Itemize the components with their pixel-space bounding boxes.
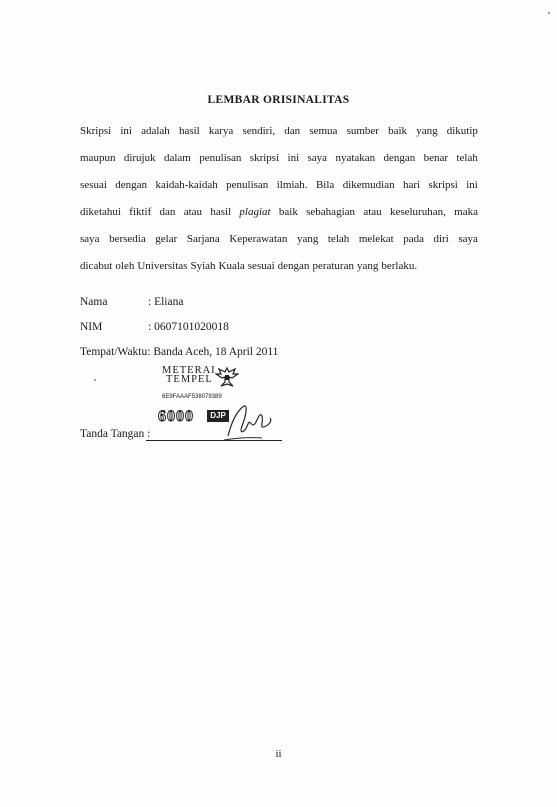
scan-speck [548, 12, 550, 14]
paragraph-word: saya [80, 233, 100, 245]
paragraph-word: fiktif [129, 206, 152, 218]
nama-label: Nama [80, 296, 108, 308]
nim-label: NIM [80, 321, 103, 333]
paragraph-word: yang [416, 125, 438, 137]
paragraph-word: telah [456, 152, 478, 164]
paragraph-line [80, 151, 478, 178]
paragraph-word: nyatakan [335, 152, 376, 164]
stamp-value: 6000 [158, 408, 194, 425]
paragraph-word: oleh [115, 260, 135, 272]
paragraph-word: pada [403, 233, 424, 245]
paragraph-word: ilmiah. [276, 179, 308, 191]
nama-field [80, 296, 183, 308]
signature-line [146, 440, 282, 441]
paragraph-word: maupun [80, 152, 116, 164]
statement-paragraph [80, 124, 478, 286]
paragraph-word: sesuai [80, 179, 107, 191]
stamp-tempel-text: TEMPEL [166, 374, 213, 385]
paragraph-word: plagiat [239, 206, 271, 218]
paragraph-word: baik [388, 125, 408, 137]
paragraph-word: Bila [315, 179, 335, 191]
paragraph-word: dengan [115, 179, 148, 191]
stamp-serial-code: 6E9FAAAF538079389 [162, 394, 222, 400]
paragraph-word: diketahui [80, 206, 121, 218]
paragraph-word: hari [403, 179, 421, 191]
paragraph-word: karya [208, 125, 234, 137]
paragraph-word: semua [309, 125, 338, 137]
nama-value: : Eliana [148, 296, 184, 308]
paragraph-word: Syiah [190, 260, 216, 272]
paragraph-line [80, 232, 478, 259]
paragraph-word: atau [183, 206, 203, 218]
paragraph-word: diri [433, 233, 449, 245]
tempat-waktu-field [80, 346, 278, 358]
paragraph-word: penulisan [199, 152, 242, 164]
paragraph-word: hasil [178, 125, 200, 137]
paragraph-line [80, 259, 478, 286]
paragraph-line [80, 178, 478, 205]
scan-speck [94, 379, 96, 381]
paragraph-word: dirujuk [123, 152, 156, 164]
paragraph-word: dengan [277, 260, 310, 272]
paragraph-word: saya [307, 152, 328, 164]
paragraph-word: atau [363, 206, 382, 218]
paragraph-word: ini [287, 152, 300, 164]
paragraph-word: adalah [141, 125, 170, 137]
paragraph-word: sebahagian [306, 206, 356, 218]
tempat-waktu-value: Banda Aceh, 18 April 2011 [153, 346, 279, 358]
paragraph-word: Skripsi [80, 125, 112, 137]
paragraph-word: saya [458, 233, 478, 245]
document-title: LEMBAR ORISINALITAS [207, 94, 350, 106]
paragraph-word: keseluruhan, [389, 206, 446, 218]
paragraph-word: Universitas [137, 260, 188, 272]
paragraph-word: hasil [210, 206, 232, 218]
paragraph-word: penulisan [226, 179, 269, 191]
paragraph-word: Keperawatan [229, 233, 288, 245]
tanda-tangan-label: Tanda Tangan : [80, 428, 151, 440]
paragraph-word: kaidah-kaidah [155, 179, 218, 191]
paragraph-word: ini [120, 125, 132, 137]
paragraph-word: benar [423, 152, 449, 164]
nim-value: : 0607101020018 [148, 321, 229, 333]
paragraph-word: yang [356, 260, 379, 272]
paragraph-word: dalam [163, 152, 191, 164]
page-number: ii [275, 748, 282, 760]
nim-field [80, 321, 229, 333]
paragraph-line [80, 124, 478, 151]
paragraph-word: ini [466, 179, 478, 191]
paragraph-line [80, 205, 478, 232]
paragraph-word: Kuala [218, 260, 245, 272]
paragraph-word: berlaku. [381, 260, 418, 272]
tempat-waktu-label: Tempat/Waktu: [80, 346, 151, 358]
paragraph-word: dikemudian [342, 179, 395, 191]
paragraph-word: melekat [358, 233, 394, 245]
paragraph-word: skripsi [428, 179, 458, 191]
paragraph-word: yang [296, 233, 319, 245]
garuda-emblem-icon [215, 366, 239, 388]
paragraph-word: dicabut [80, 260, 113, 272]
paragraph-word: dan [159, 206, 176, 218]
paragraph-word: dikutip [446, 125, 478, 137]
paragraph-word: sendiri, [242, 125, 276, 137]
stamp-djp-mark: DJP [207, 410, 229, 422]
paragraph-word: skripsi [249, 152, 280, 164]
paragraph-word: bersedia [109, 233, 146, 245]
paragraph-word: maka [454, 206, 478, 218]
stamp-meterai-text: METERAI [162, 365, 216, 376]
paragraph-word: sumber [346, 125, 379, 137]
paragraph-word: gelar [155, 233, 178, 245]
paragraph-word: Sarjana [186, 233, 220, 245]
paragraph-word: peraturan [312, 260, 354, 272]
paragraph-word: baik [278, 206, 298, 218]
paragraph-word: dan [284, 125, 301, 137]
paragraph-word: telah [327, 233, 350, 245]
paragraph-word: sesuai [247, 260, 275, 272]
paragraph-word: dengan [383, 152, 416, 164]
